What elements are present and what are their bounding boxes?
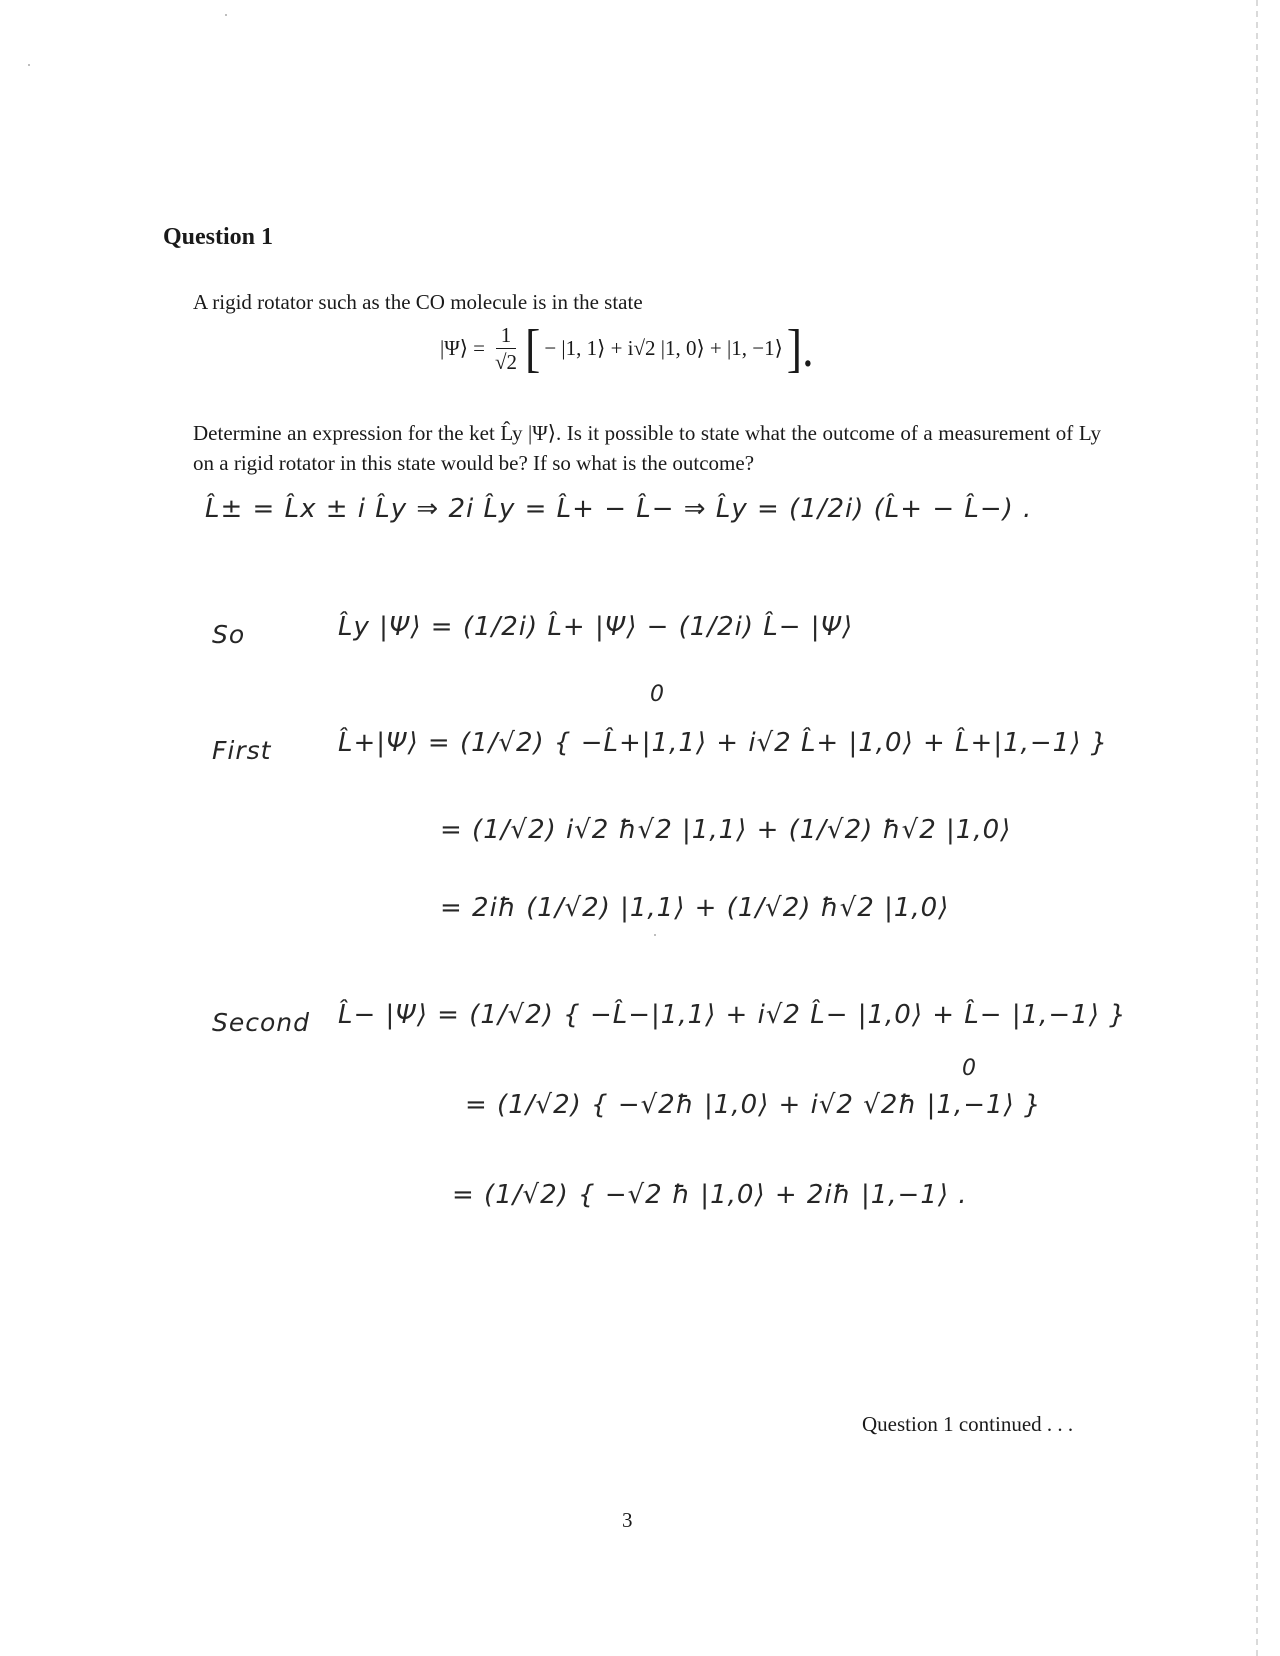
page-number: 3	[622, 1508, 633, 1532]
hw-zero-note-1: 0	[650, 682, 665, 707]
hw-lminus-step2: = (1/√2) { −√2ħ |1,0⟩ + i√2 √2ħ |1,−1⟩ }	[465, 1090, 1042, 1120]
question-intro: A rigid rotator such as the CO molecule is in the state	[193, 290, 643, 314]
hw-ladder-definition: L̂± = L̂x ± i L̂y ⇒ 2i L̂y = L̂+ − L̂− ⇒ L̂y = (1/2i) (L̂+ − L̂−) .	[205, 494, 1033, 524]
state-body: − |1, 1⟩ + i√2 |1, 0⟩ + |1, −1⟩	[544, 336, 783, 360]
hw-label-second: Second	[212, 1008, 311, 1037]
scan-speck	[225, 14, 227, 16]
state-bracket-open: [	[525, 318, 541, 378]
hw-ly-psi: L̂y |Ψ⟩ = (1/2i) L̂+ |Ψ⟩ − (1/2i) L̂− |Ψ⟩	[338, 612, 854, 642]
state-frac-numerator: 1	[496, 322, 517, 349]
scan-edge	[1256, 0, 1258, 1656]
state-equation	[440, 318, 814, 378]
hw-label-so: So	[212, 620, 246, 649]
hw-lplus-psi: L̂+|Ψ⟩ = (1/√2) { −L̂+|1,1⟩ + i√2 L̂+ |1,0⟩ + L̂+|1,−1⟩ }	[338, 728, 1109, 758]
question-prompt: Determine an expression for the ket L̂y |Ψ⟩. Is it possible to state what the outcome of a measurement of Ly on a rigid rotator in this state would be? If so what is the outcome?	[193, 421, 1101, 475]
hw-lplus-step2: = (1/√2) i√2 ħ√2 |1,1⟩ + (1/√2) ħ√2 |1,0⟩	[440, 815, 1012, 845]
hw-zero-note-2: 0	[962, 1056, 977, 1081]
hw-label-first: First	[212, 736, 272, 765]
state-bracket-close: ].	[786, 318, 814, 378]
state-frac-denominator: √2	[494, 350, 518, 374]
hw-lminus-result: = (1/√2) { −√2 ħ |1,0⟩ + 2iħ |1,−1⟩ .	[452, 1180, 968, 1210]
question-title: Question 1	[163, 224, 274, 250]
scan-speck	[654, 934, 656, 936]
continued-note: Question 1 continued . . .	[862, 1412, 1074, 1436]
state-lhs: |Ψ⟩ =	[440, 336, 485, 360]
hw-lminus-psi: L̂− |Ψ⟩ = (1/√2) { −L̂−|1,1⟩ + i√2 L̂− |1,0⟩ + L̂− |1,−1⟩ }	[338, 1000, 1127, 1030]
hw-lplus-result: = 2iħ (1/√2) |1,1⟩ + (1/√2) ħ√2 |1,0⟩	[440, 893, 950, 923]
scan-speck	[28, 64, 30, 66]
state-fraction	[495, 322, 517, 375]
